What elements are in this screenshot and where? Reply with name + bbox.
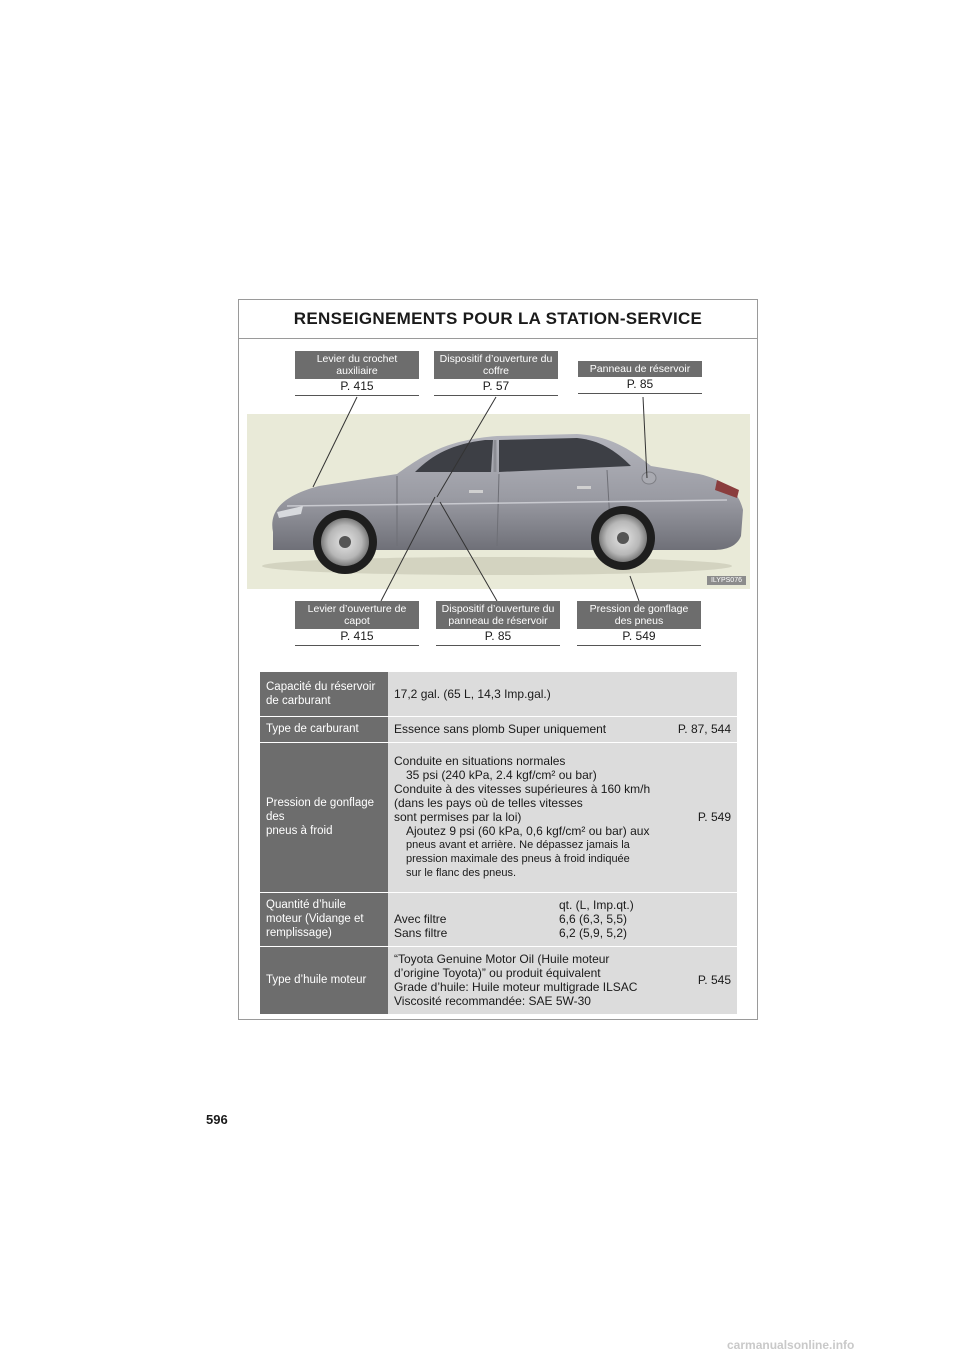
oil-without-filter-label: Sans filtre	[394, 926, 448, 940]
spec-page-ref[interactable]: P. 549	[667, 742, 737, 892]
oil-without-filter-row	[394, 926, 733, 940]
spec-text-line: sont permises par la loi)	[394, 810, 522, 824]
spec-value	[388, 892, 737, 946]
callout-label: Pression de gonflage des pneus	[577, 601, 701, 629]
spec-row-oil-quantity	[260, 892, 737, 946]
callout-label: Levier d’ouverture de capot	[295, 601, 419, 629]
callout-trunk-opener	[434, 351, 558, 396]
oil-without-filter-value: 6,2 (5,9, 5,2)	[559, 926, 628, 940]
oil-with-filter-label: Avec filtre	[394, 912, 447, 926]
oil-unit-row	[394, 898, 733, 912]
spec-row-fuel-capacity	[260, 672, 737, 716]
photo-code: ILYPS076	[707, 576, 746, 585]
spec-text-line: pression maximale des pneus à froid indiquée	[406, 853, 630, 865]
spec-label-line: des	[266, 811, 285, 823]
callout-page-ref[interactable]: P. 415	[295, 379, 419, 396]
spec-page-ref[interactable]: P. 87, 544	[667, 716, 737, 742]
spec-label-line: Pression de gonflage	[266, 797, 375, 809]
spec-text-line: sur le flanc des pneus.	[406, 867, 517, 879]
callout-label: Levier du crochet auxiliaire	[295, 351, 419, 379]
spec-value	[388, 946, 667, 1014]
car-side-photo	[247, 414, 750, 589]
callout-label: Dispositif d’ouverture du coffre	[434, 351, 558, 379]
oil-with-filter-value: 6,6 (6,3, 5,5)	[559, 912, 628, 926]
spec-label: Quantité d’huile moteur (Vidange et remplissage)	[260, 892, 388, 946]
page-number: 596	[206, 1112, 228, 1127]
spec-value: 17,2 gal. (65 L, 14,3 Imp.gal.)	[388, 672, 737, 716]
spec-row-fuel-type	[260, 716, 737, 742]
car-illustration	[247, 414, 750, 589]
spec-row-tire-pressure	[260, 742, 737, 892]
spec-text-line: (dans les pays où de telles vitesses	[394, 796, 583, 810]
callout-tire-pressure	[577, 601, 701, 646]
callout-fuel-door	[578, 361, 702, 394]
callout-page-ref[interactable]: P. 549	[577, 629, 701, 646]
spec-label: Capacité du réservoir de carburant	[260, 672, 388, 716]
spec-value: Essence sans plomb Super uniquement	[388, 716, 667, 742]
spec-label: Type d’huile moteur	[260, 946, 388, 1014]
spec-text-line: 35 psi (240 kPa, 2.4 kgf/cm² ou bar)	[406, 768, 597, 782]
spec-text-line: Conduite en situations normales	[394, 754, 566, 768]
panel-title: RENSEIGNEMENTS POUR LA STATION-SERVICE	[239, 300, 757, 339]
spec-label: Type de carburant	[260, 716, 388, 742]
callout-page-ref[interactable]: P. 85	[436, 629, 560, 646]
watermark: carmanualsonline.info	[727, 1338, 855, 1352]
callout-auxiliary-hook-lever	[295, 351, 419, 396]
callout-page-ref[interactable]: P. 415	[295, 629, 419, 646]
callout-page-ref[interactable]: P. 57	[434, 379, 558, 396]
spec-table	[260, 672, 737, 1015]
spec-label	[260, 742, 388, 892]
spec-label-line: pneus à froid	[266, 825, 333, 837]
spec-text-line: Conduite à des vitesses supérieures à 160 km/h	[394, 782, 651, 796]
callout-label: Panneau de réservoir	[578, 361, 702, 377]
spec-value	[388, 742, 667, 892]
spec-page-ref[interactable]: P. 545	[667, 946, 737, 1014]
spec-row-oil-type	[260, 946, 737, 1014]
spec-text-line: “Toyota Genuine Motor Oil (Huile moteur	[394, 952, 610, 966]
spec-text-line: d’origine Toyota)” ou produit équivalent	[394, 966, 601, 980]
oil-unit: qt. (L, Imp.qt.)	[559, 898, 634, 912]
spec-text-line: pneus avant et arrière. Ne dépassez jamais la	[406, 839, 630, 851]
spec-text-line: Ajoutez 9 psi (60 kPa, 0,6 kgf/cm² ou bar) aux	[406, 824, 650, 838]
spec-text-line: Grade d’huile: Huile moteur multigrade ILSAC	[394, 980, 638, 994]
callout-page-ref[interactable]: P. 85	[578, 377, 702, 394]
oil-with-filter-row	[394, 912, 733, 926]
callout-hood-release-lever	[295, 601, 419, 646]
callout-fuel-door-opener	[436, 601, 560, 646]
spec-text-line: Viscosité recommandée: SAE 5W-30	[394, 994, 591, 1008]
callout-label: Dispositif d’ouverture du panneau de réservoir	[436, 601, 560, 629]
